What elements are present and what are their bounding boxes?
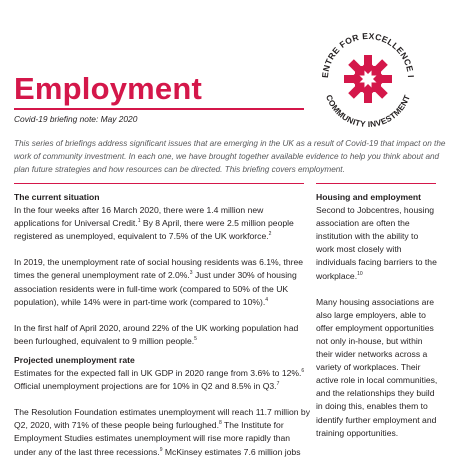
right-column-divider (316, 183, 436, 184)
footnote-ref: 8 (218, 420, 222, 427)
cfeci-logo (311, 22, 425, 136)
intro-text: This series of briefings address significant issues that are emerging in the UK as a result of Covid-19 that impact on the work of community investment. In each one, we have brought together available evidence to help you think about and plan future strategies and how resources can be directed. This briefing covers employment. (14, 139, 446, 174)
title-rule (14, 108, 304, 110)
footnote-ref: 10 (357, 270, 363, 277)
footnote-ref: 2 (268, 231, 272, 238)
paragraph-text: Official unemployment projections are for 10% in Q2 and 8.5% in Q3. (14, 381, 277, 392)
svg-text:COMMUNITY INVESTMENT: COMMUNITY INVESTMENT (324, 93, 412, 130)
paragraph-universal-credit (14, 204, 310, 243)
page-title: Employment (14, 71, 203, 106)
svg-text:CENTRE FOR EXCELLENCE IN: ENTRE FOR EXCELLENCE I (319, 30, 417, 79)
section-heading-current-situation: The current situation (14, 192, 100, 202)
paragraph-jobcentres (316, 204, 438, 283)
paragraph-text: In the first half of April 2020, around 22% of the UK working population had been furloughed, equivalent to 9 million people. (14, 322, 299, 346)
paragraph-text: Many housing associations are also large employers, able to offer employment opportunities not only in-house, but within their wider networks across a variety of workplaces. Their active role in local communities, and the relationships they build in doing this, enables them to identify further employment and training opportunities. (316, 296, 438, 438)
left-column (14, 185, 310, 472)
footnote-ref: 5 (194, 335, 197, 342)
section-heading-housing-employment: Housing and employment (316, 192, 422, 202)
right-column (316, 185, 438, 453)
paragraph-text: In 2019, the unemployment rate of social housing residents was 6.1%, three times the general unemployment rate of 2.0%. (14, 257, 304, 281)
page-subtitle: Covid-19 briefing note: May 2020 (14, 114, 138, 124)
paragraph-text: Estimates for the expected fall in UK GDP in 2020 range from 3.6% to 12%. (14, 368, 302, 379)
footnote-ref: 1 (137, 218, 141, 225)
paragraph-text: In the four weeks after 16 March 2020, there were 1.4 million new applications for Universal Credit. (14, 205, 264, 229)
logo-graphic (311, 22, 425, 136)
left-column-divider (14, 183, 304, 184)
paragraph-gdp-estimates (14, 367, 310, 393)
paragraph-text: The Resolution Foundation estimates unemployment will reach 11.7 million by Q2, 2020, with 71% of these people being furloughed. (14, 407, 310, 431)
footnote-ref: 6 (301, 368, 305, 375)
paragraph-text: Second to Jobcentres, housing association are often the institution with the ability to work most closely with individuals facing barriers to the workplace. (316, 205, 437, 281)
paragraph-large-employers (316, 296, 438, 440)
paragraph-text: The Institute for Employment Studies estimates unemployment will rise more rapidly than under any of the last three recessions. (14, 420, 291, 457)
footnote-ref: 9 (159, 446, 163, 453)
paragraph-resolution-foundation (14, 406, 310, 458)
paragraph-text: Just under 30% of housing association residents were in full-time work (compared to 50% of the UK population), while 14% were in part-time work (compared to 10%). (14, 270, 297, 307)
footnote-ref: 7 (276, 381, 280, 388)
footnote-ref: 4 (265, 296, 269, 303)
intro-block (14, 138, 450, 176)
paragraph-text: By 8 April, there were 2.5 million people registered as unemployed, equivalent to 7.5% of the UK workforce. (14, 218, 294, 242)
paragraph-social-housing (14, 256, 310, 308)
footnote-ref: 3 (189, 270, 193, 277)
paragraph-text: McKinsey estimates 7.6 million jobs (162, 446, 301, 457)
paragraph-furlough (14, 322, 310, 348)
section-heading-projected-unemployment: Projected unemployment rate (14, 354, 135, 365)
